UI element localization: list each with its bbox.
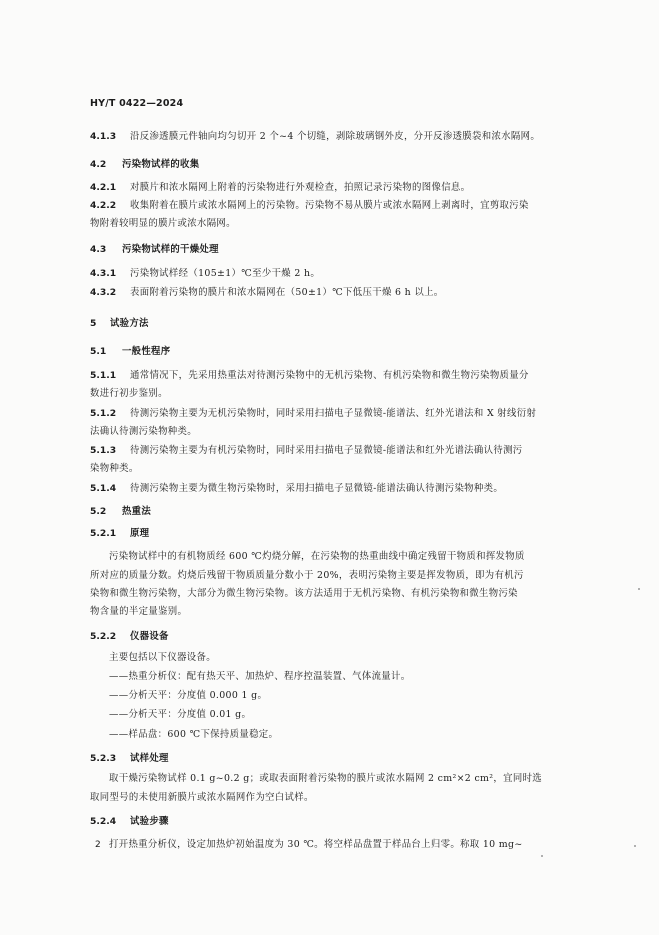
paragraph-continuation bbox=[90, 599, 187, 618]
scan-speck bbox=[638, 588, 640, 590]
clause-number: 5.2.4 bbox=[90, 816, 117, 827]
line-text: ——热重分析仪：配有热天平、加热炉、程序控温装置、气体流量计。 bbox=[109, 671, 411, 682]
scan-speck bbox=[541, 855, 543, 857]
clause-number: 5.2.3 bbox=[90, 753, 117, 764]
heading-text: 污染物试样的干燥处理 bbox=[122, 244, 219, 255]
paragraph-line bbox=[90, 261, 320, 280]
clause-number: 5.1.1 bbox=[90, 370, 117, 381]
heading-text: 污染物试样的收集 bbox=[122, 159, 200, 170]
paragraph-continuation bbox=[90, 381, 168, 400]
clause-number: 5.1.3 bbox=[90, 445, 117, 456]
line-text: 沿反渗透膜元件轴向均匀切开 2 个~4 个切缝，剥除玻璃钢外皮，分开反渗透膜袋和浓水隔网。 bbox=[130, 131, 541, 142]
line-text: ——分析天平：分度值 0.000 1 g。 bbox=[109, 690, 268, 701]
paragraph-line bbox=[90, 438, 523, 457]
paragraph-line bbox=[90, 193, 529, 212]
heading-text: 热重法 bbox=[122, 506, 152, 517]
section-heading bbox=[90, 237, 219, 256]
heading-text: 一般性程序 bbox=[122, 346, 171, 357]
scan-speck bbox=[634, 845, 636, 847]
clause-number: 5 bbox=[90, 318, 97, 329]
paragraph-line bbox=[90, 175, 470, 194]
line-text: 染物和微生物污染物，大部分为微生物污染物。该方法适用于无机污染物、有机污染物和微生物污染 bbox=[90, 588, 518, 599]
section-heading bbox=[90, 499, 151, 518]
paragraph-continuation bbox=[90, 581, 518, 600]
heading-text: 原理 bbox=[130, 528, 150, 539]
heading-text: 试样处理 bbox=[130, 753, 169, 764]
line-text: 染物种类。 bbox=[90, 463, 139, 474]
paragraph-line bbox=[90, 401, 536, 420]
paragraph-continuation bbox=[90, 456, 139, 475]
page-number: 2 bbox=[95, 840, 101, 850]
line-text: 收集附着在膜片或浓水隔网上的污染物。污染物不易从膜片或浓水隔网上剥离时，宜剪取污染 bbox=[130, 200, 529, 211]
clause-number: 4.3.2 bbox=[90, 287, 117, 298]
line-text: ——分析天平：分度值 0.01 g。 bbox=[109, 709, 252, 720]
line-text: 污染物试样中的有机物质经 600 ℃灼烧分解，在污染物的热重曲线中确定残留干物质和挥发物质 bbox=[109, 551, 525, 562]
paragraph-line bbox=[109, 645, 216, 664]
section-heading bbox=[90, 809, 169, 828]
clause-number: 4.2 bbox=[90, 159, 107, 170]
heading-text: 仪器设备 bbox=[130, 631, 169, 642]
paragraph-line bbox=[109, 722, 278, 741]
clause-number: 4.3 bbox=[90, 244, 107, 255]
heading-text: 试验步骤 bbox=[130, 816, 169, 827]
section-heading bbox=[90, 746, 169, 765]
section-heading bbox=[90, 152, 199, 171]
paragraph-line bbox=[90, 280, 444, 299]
line-text: 物含量的半定量鉴别。 bbox=[90, 606, 188, 617]
line-text: 取干燥污染物试样 0.1 g~0.2 g；或取表面附着污染物的膜片或浓水隔网 2 cm²×2 cm²，宜同时选 bbox=[109, 773, 543, 784]
paragraph-line bbox=[109, 766, 542, 785]
paragraph-line bbox=[109, 683, 267, 702]
clause-number: 5.2 bbox=[90, 506, 107, 517]
clause-number: 4.1.3 bbox=[90, 131, 117, 142]
clause-number: 4.3.1 bbox=[90, 268, 117, 279]
paragraph-continuation bbox=[90, 419, 197, 438]
paragraph-line bbox=[90, 363, 529, 382]
line-text: ——样品盘：600 ℃下保持质量稳定。 bbox=[109, 729, 279, 740]
clause-number: 5.2.1 bbox=[90, 528, 117, 539]
line-text: 法确认待测污染物种类。 bbox=[90, 426, 197, 437]
paragraph-line bbox=[109, 832, 523, 851]
clause-number: 5.1 bbox=[90, 346, 107, 357]
line-text: 待测污染物主要为无机污染物时，同时采用扫描电子显微镜-能谱法、红外光谱法和 X 射线衍射 bbox=[130, 408, 537, 419]
heading-text: 试验方法 bbox=[110, 318, 149, 329]
paragraph-line bbox=[109, 664, 410, 683]
line-text: 主要包括以下仪器设备。 bbox=[109, 652, 216, 663]
line-text: 物附着较明显的膜片或浓水隔网。 bbox=[90, 218, 236, 229]
clause-number: 5.1.2 bbox=[90, 408, 117, 419]
line-text: 所对应的质量分数。灼烧后残留干物质质量分数小于 20%，表明污染物主要是挥发物质，即为有机污 bbox=[90, 570, 524, 581]
line-text: 表面附着污染物的膜片和浓水隔网在（50±1）℃下低压干燥 6 h 以上。 bbox=[130, 287, 444, 298]
line-text: 数进行初步鉴别。 bbox=[90, 388, 168, 399]
paragraph-continuation bbox=[90, 785, 314, 804]
section-heading bbox=[90, 624, 169, 643]
paragraph-line bbox=[109, 544, 525, 563]
clause-number: 4.2.1 bbox=[90, 182, 117, 193]
section-heading bbox=[90, 339, 170, 358]
paragraph-continuation bbox=[90, 563, 524, 582]
standard-code-header: HY/T 0422—2024 bbox=[90, 98, 184, 109]
paragraph-line bbox=[109, 702, 251, 721]
line-text: 污染物试样经（105±1）℃至少干燥 2 h。 bbox=[130, 268, 321, 279]
line-text: 通常情况下，先采用热重法对待测污染物中的无机污染物、有机污染物和微生物污染物质量分 bbox=[130, 370, 529, 381]
clause-number: 5.2.2 bbox=[90, 631, 117, 642]
section-heading bbox=[90, 311, 149, 330]
line-text: 取同型号的未使用新膜片或浓水隔网作为空白试样。 bbox=[90, 792, 314, 803]
clause-number: 4.2.2 bbox=[90, 200, 117, 211]
line-text: 打开热重分析仪，设定加热炉初始温度为 30 ℃。将空样品盘置于样品台上归零。称取 10 mg~ bbox=[109, 839, 523, 850]
paragraph-continuation bbox=[90, 211, 236, 230]
line-text: 对膜片和浓水隔网上附着的污染物进行外观检查，拍照记录污染物的图像信息。 bbox=[130, 182, 471, 193]
paragraph-line bbox=[90, 124, 540, 143]
line-text: 待测污染物主要为有机污染物时，同时采用扫描电子显微镜-能谱法和红外光谱法确认待测污 bbox=[130, 445, 523, 456]
section-heading bbox=[90, 521, 149, 540]
clause-number: 5.1.4 bbox=[90, 483, 117, 494]
line-text: 待测污染物主要为微生物污染物时，采用扫描电子显微镜-能谱法确认待测污染物种类。 bbox=[130, 483, 504, 494]
paragraph-line bbox=[90, 476, 503, 495]
